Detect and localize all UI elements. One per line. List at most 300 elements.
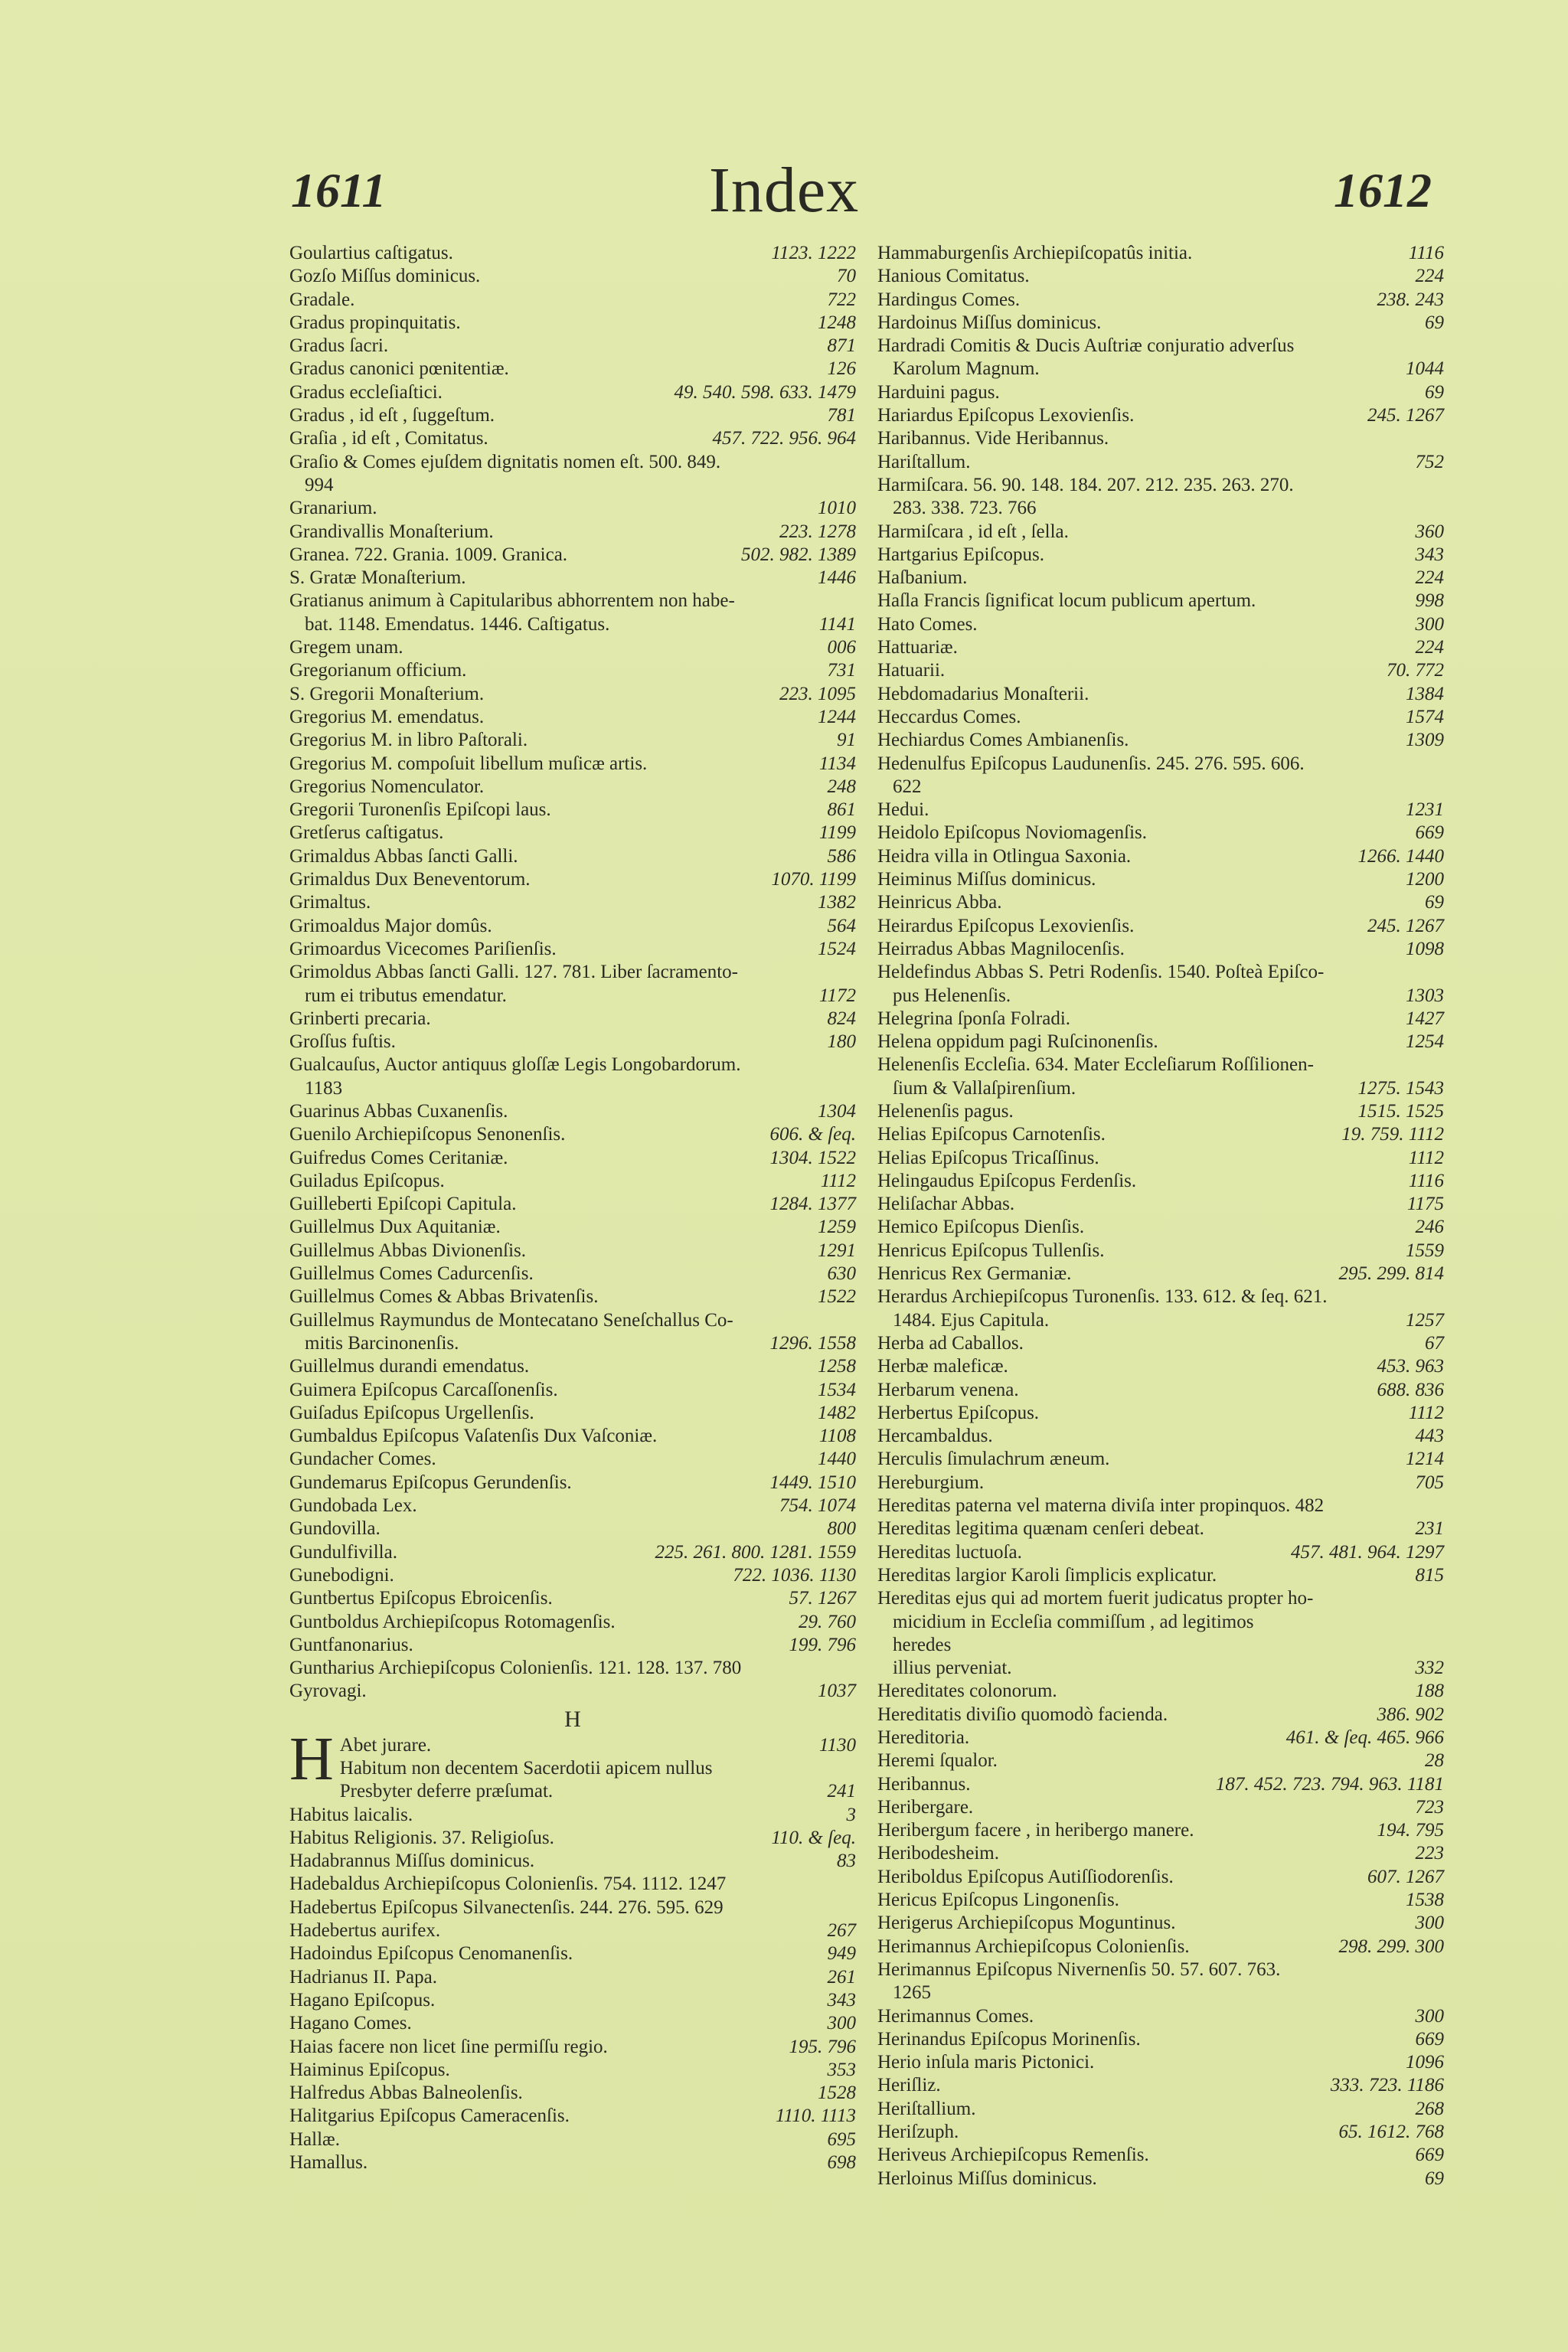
entry-term: Henricus Rex Germaniæ. (877, 1263, 1072, 1285)
entry-page-refs: 69 (1425, 381, 1444, 403)
entry-term: Heirradus Abbas Magnilocenſis. (877, 938, 1125, 959)
entry-page-refs: 1515. 1525 (1357, 1100, 1444, 1122)
entry-page-refs: 606. & ſeq. (769, 1124, 856, 1145)
index-entry (877, 915, 1444, 938)
entry-page-refs: 1309 (1406, 730, 1444, 751)
index-entry (877, 1749, 1444, 1772)
entry-term: Hamallus. (289, 2152, 368, 2174)
index-entry (877, 265, 1444, 288)
entry-page-refs: 006 (827, 637, 856, 658)
index-entry (289, 1587, 856, 1610)
index-entry (289, 404, 856, 427)
entry-page-refs: 386. 902 (1377, 1704, 1444, 1725)
index-entry (289, 427, 856, 450)
index-entry (877, 1541, 1444, 1564)
entry-page-refs: 723 (1415, 1796, 1444, 1818)
entry-page-refs: 69 (1425, 2167, 1444, 2189)
entry-page-refs: 1291 (818, 1240, 856, 1261)
entry-page-refs: 443 (1415, 1426, 1444, 1447)
entry-page-refs: 781 (827, 405, 856, 426)
entry-page-refs: 1096 (1406, 2052, 1444, 2073)
entry-page-refs: 1108 (818, 1426, 856, 1447)
index-entry (877, 1680, 1444, 1703)
entry-page-refs: 187. 452. 723. 794. 963. 1181 (1215, 1773, 1444, 1795)
entry-page-refs: 225. 261. 800. 1281. 1559 (655, 1541, 856, 1563)
entry-page-refs: 502. 982. 1389 (741, 544, 856, 565)
entry-page-refs: 1574 (1406, 706, 1444, 727)
entry-term: Gregorii Turonenſis Epiſcopi laus. (289, 799, 551, 821)
entry-term: Hadabrannus Miſſus dominicus. (289, 1851, 535, 1872)
entry-term: Heribergare. (877, 1796, 974, 1818)
entry-term: Guntharius Archiepiſcopus Colonienſis. 121. 128. 137. 780 (289, 1658, 742, 1679)
index-entry (289, 1054, 856, 1100)
entry-page-refs: 69 (1425, 312, 1444, 333)
index-entry (877, 613, 1444, 636)
index-entry (877, 2074, 1444, 2097)
index-entry (877, 567, 1444, 590)
entry-term: Hercambaldus. (877, 1426, 993, 1447)
entry-term: S. Gregorii Monaſterium. (289, 683, 485, 704)
entry-term: Heriveus Archiepiſcopus Remenſis. (877, 2145, 1149, 2166)
index-entry (877, 1796, 1444, 1819)
entry-page-refs: 353 (827, 2059, 856, 2080)
index-entry (877, 1355, 1444, 1378)
index-entry (877, 381, 1444, 404)
entry-page-refs: 1384 (1406, 683, 1444, 704)
index-entry (289, 312, 856, 335)
entry-term: Granea. 722. Grania. 1009. Granica. (289, 544, 568, 565)
entry-term: Guillelmus durandi emendatus. (289, 1356, 530, 1377)
index-entry (877, 404, 1444, 427)
index-entry (289, 636, 856, 659)
entry-term: Heremi ſqualor. (877, 1750, 998, 1772)
entry-term: Hereditas largior Karoli ſimplicis explicatur. (877, 1564, 1217, 1586)
index-entry (877, 706, 1444, 729)
index-entry (877, 1170, 1444, 1193)
entry-page-refs: 586 (827, 845, 856, 867)
entry-page-refs: 1538 (1406, 1890, 1444, 1911)
index-entry (289, 1309, 856, 1356)
entry-term: Heriſzuph. (877, 2122, 959, 2143)
entry-term: Haiminus Epiſcopus. (289, 2059, 450, 2080)
index-entry (877, 1379, 1444, 1402)
index-entry (877, 1240, 1444, 1263)
entry-term: Hereburgium. (877, 1472, 985, 1493)
index-entry (877, 1517, 1444, 1540)
entry-term: Guillelmus Raymundus de Montecatano Seneſchallus Co- (289, 1309, 733, 1331)
entry-page-refs: 1116 (1408, 1170, 1444, 1191)
index-entry (289, 1355, 856, 1378)
entry-page-refs: 180 (827, 1031, 856, 1053)
index-entry (289, 845, 856, 868)
entry-page-refs: 1259 (818, 1217, 856, 1238)
entry-term: Helenenſis Eccleſia. 634. Mater Eccleſiarum Roſſilionen- (877, 1054, 1314, 1076)
entry-page-refs: 1258 (818, 1356, 856, 1377)
entry-term: Guntbertus Epiſcopus Ebroicenſis. (289, 1588, 553, 1609)
entry-page-refs: 824 (827, 1008, 856, 1029)
entry-page-refs: 457. 481. 964. 1297 (1291, 1541, 1444, 1563)
entry-page-refs: 669 (1415, 2028, 1444, 2050)
entry-term: Gundemarus Epiſcopus Gerundenſis. (289, 1472, 572, 1493)
entry-page-refs: 126 (827, 358, 856, 380)
entry-page-refs: 722. 1036. 1130 (733, 1564, 856, 1586)
index-entry (877, 2028, 1444, 2051)
index-entry (877, 451, 1444, 474)
entry-page-refs: 1522 (818, 1286, 856, 1308)
index-entry (289, 289, 856, 312)
index-entry (877, 2121, 1444, 2144)
entry-page-refs: 1427 (1406, 1008, 1444, 1029)
index-entry (877, 2098, 1444, 2121)
entry-term: Guillelmus Comes & Abbas Brivatenſis. (289, 1286, 599, 1308)
entry-page-refs: 333. 723. 1186 (1330, 2075, 1444, 2096)
entry-page-refs: 695 (827, 2128, 856, 2150)
index-entry (877, 1889, 1444, 1912)
entry-term: Helias Epiſcopus Tricaſſinus. (877, 1147, 1099, 1168)
entry-term: Hardingus Comes. (877, 289, 1021, 310)
entry-term: Henricus Epiſcopus Tullenſis. (877, 1240, 1105, 1261)
entry-page-refs: 1534 (818, 1379, 856, 1400)
index-entry (877, 753, 1444, 799)
entry-page-refs: 1275. 1543 (1357, 1077, 1444, 1099)
index-entry (877, 891, 1444, 914)
index-entry (877, 799, 1444, 822)
entry-page-refs: 268 (1415, 2098, 1444, 2119)
entry-page-refs: 1304 (818, 1100, 856, 1122)
entry-term: Hedenulfus Epiſcopus Laudunenſis. 245. 276. 595. 606. (877, 753, 1305, 774)
index-entry (877, 1031, 1444, 1054)
entry-term: Grimaldus Abbas ſancti Galli. (289, 845, 518, 867)
entry-term: Guenilo Archiepiſcopus Senonenſis. (289, 1124, 566, 1145)
entry-page-refs: 91 (837, 730, 856, 751)
entry-page-refs: 245. 1267 (1367, 405, 1444, 426)
right-index-column (877, 242, 1444, 2190)
index-entry (877, 2167, 1444, 2190)
entry-page-refs: 1010 (818, 498, 856, 519)
index-entry (877, 1494, 1444, 1517)
entry-page-refs: 1200 (1406, 869, 1444, 890)
entry-page-refs: 223. 1278 (779, 521, 856, 542)
index-entry (289, 1541, 856, 1564)
index-entry (877, 1773, 1444, 1796)
entry-page-refs: 1248 (818, 312, 856, 333)
index-entry (877, 335, 1444, 381)
index-entry (289, 1472, 856, 1494)
entry-page-refs: 298. 299. 300 (1338, 1936, 1444, 1957)
entry-term: Guimera Epiſcopus Carcaſſonenſis. (289, 1379, 558, 1400)
entry-term: Heirardus Epiſcopus Lexovienſis. (877, 915, 1135, 936)
entry-continuation: Karolum Magnum. (893, 358, 1040, 380)
entry-page-refs: 70. 772 (1387, 660, 1444, 681)
entry-term: Hallæ. (289, 2128, 340, 2150)
index-entry (289, 1657, 856, 1680)
index-entry (877, 1912, 1444, 1935)
index-entry (289, 2128, 856, 2151)
entry-term: Heidolo Epiſcopus Noviomagenſis. (877, 822, 1148, 844)
entry-page-refs: 300 (1415, 2005, 1444, 2027)
entry-page-refs: 1244 (818, 706, 856, 727)
entry-term: Heriboldus Epiſcopus Autiſſiodorenſis. (877, 1866, 1174, 1887)
index-entry (877, 1819, 1444, 1842)
index-entry (289, 799, 856, 822)
entry-page-refs: 223 (1415, 1843, 1444, 1864)
index-entry (289, 938, 856, 961)
entry-term: Gregorius M. in libro Paſtorali. (289, 730, 528, 751)
entry-term: Hereditas paterna vel materna diviſa inter propinquos. 482 (877, 1495, 1325, 1517)
index-entry (877, 636, 1444, 659)
entry-page-refs: 1524 (818, 938, 856, 959)
entry-page-refs: 224 (1415, 567, 1444, 589)
index-entry (877, 1587, 1444, 1657)
entry-term: Hadrianus II. Papa. (289, 1966, 437, 1988)
entry-term: Heribodesheim. (877, 1843, 999, 1864)
page-title: Index (708, 155, 860, 226)
entry-term: Goulartius caſtigatus. (289, 243, 453, 263)
entry-page-refs: 800 (827, 1518, 856, 1540)
index-entry (289, 822, 856, 844)
entry-continuation: illius perveniat. (893, 1658, 1012, 1679)
index-entry (877, 2051, 1444, 2074)
entry-page-refs: 267 (827, 1920, 856, 1942)
entry-page-refs: 83 (837, 1851, 856, 1872)
entry-term: Hereditoria. (877, 1727, 970, 1748)
index-entry (289, 1850, 856, 1873)
index-entry (877, 1564, 1444, 1587)
entry-term: Herba ad Caballos. (877, 1332, 1024, 1354)
entry-term: Hardradi Comitis & Ducis Auſtriæ conjuratio adverſus (877, 335, 1295, 357)
entry-page-refs: 224 (1415, 266, 1444, 287)
entry-page-refs: 722 (827, 289, 856, 310)
index-entry (289, 753, 856, 776)
index-entry (877, 1193, 1444, 1216)
entry-continuation: 994 (305, 474, 334, 495)
entry-term: Hereditas legitima quænam cenſeri debeat. (877, 1518, 1204, 1540)
entry-page-refs: 300 (1415, 1913, 1444, 1934)
entry-term: Hagano Epiſcopus. (289, 1989, 436, 2011)
entry-term: Grimoaldus Major domûs. (289, 915, 492, 936)
entry-page-refs: 1482 (818, 1402, 856, 1423)
entry-term: Gradus , id eſt , ſuggeſtum. (289, 405, 495, 426)
index-entry (877, 659, 1444, 682)
index-entry (877, 1054, 1444, 1100)
entry-page-refs: 1130 (818, 1734, 856, 1756)
index-entry (289, 1193, 856, 1216)
entry-term: Hariſtallum. (877, 451, 971, 472)
entry-term: Heriſliz. (877, 2075, 941, 2096)
entry-page-refs: 1037 (818, 1681, 856, 1702)
entry-page-refs: 861 (827, 799, 856, 821)
index-entry (289, 1919, 856, 1942)
entry-term: Graſio & Comes ejuſdem dignitatis nomen eſt. 500. 849. (289, 451, 721, 472)
entry-term: Hammaburgenſis Archiepiſcopatûs initia. (877, 243, 1193, 263)
entry-page-refs: 1446 (818, 567, 856, 589)
entry-page-refs: 698 (827, 2152, 856, 2174)
index-entry (877, 845, 1444, 868)
entry-page-refs: 1134 (818, 753, 856, 774)
entry-page-refs: 1528 (818, 2082, 856, 2104)
index-entry (877, 1448, 1444, 1471)
entry-term: Granarium. (289, 498, 377, 519)
index-entry (289, 1425, 856, 1448)
index-entry (289, 2012, 856, 2035)
entry-term: Groſſus fuſtis. (289, 1031, 396, 1053)
entry-term: Herbarum venena. (877, 1379, 1019, 1400)
entry-page-refs: 453. 963 (1377, 1356, 1444, 1377)
entry-term: Hardoinus Miſſus dominicus. (877, 312, 1102, 333)
entry-term: Herimannus Epiſcopus Nivernenſis 50. 57. 607. 763. (877, 1958, 1281, 1980)
entry-page-refs: 457. 722. 956. 964 (712, 428, 856, 449)
entry-term: Helias Epiſcopus Carnotenſis. (877, 1124, 1106, 1145)
entry-page-refs: 461. & ſeq. 465. 966 (1285, 1727, 1444, 1748)
entry-page-refs: 1123. 1222 (771, 243, 856, 263)
index-entry (877, 2144, 1444, 2167)
entry-page-refs: 998 (1415, 590, 1444, 612)
index-entry (289, 1989, 856, 2012)
entry-page-refs: 67 (1425, 1332, 1444, 1354)
entry-page-refs: 246 (1415, 1217, 1444, 1238)
index-entry (877, 2005, 1444, 2028)
entry-term: Gyrovagi. (289, 1681, 367, 1702)
entry-term: Gratianus animum à Capitularibus abhorrentem non habe- (289, 590, 735, 612)
entry-term: Harduini pagus. (877, 381, 1000, 403)
entry-page-refs: 1112 (1408, 1402, 1444, 1423)
index-entry (289, 265, 856, 288)
entry-page-refs: 1172 (818, 985, 856, 1006)
entry-page-refs: 1254 (1406, 1031, 1444, 1053)
entry-term: Haribannus. Vide Heribannus. (877, 428, 1109, 449)
entry-term: Heribannus. (877, 1773, 971, 1795)
entry-page-refs: 110. & ſeq. (771, 1827, 856, 1848)
entry-page-refs: 69 (1425, 892, 1444, 913)
index-entry (877, 521, 1444, 544)
index-entry (289, 1170, 856, 1193)
index-entry (877, 312, 1444, 335)
entry-page-refs: 300 (827, 2013, 856, 2034)
index-entry (289, 1564, 856, 1587)
entry-page-refs: 223. 1095 (779, 683, 856, 704)
entry-page-refs: 1116 (1408, 243, 1444, 263)
entry-term: Grinberti precaria. (289, 1008, 431, 1029)
entry-term: Guillelmus Abbas Divionenſis. (289, 1240, 527, 1261)
entry-page-refs: 1110. 1113 (775, 2105, 856, 2127)
entry-term: Guiladus Epiſcopus. (289, 1170, 445, 1191)
entry-page-refs: 1382 (818, 892, 856, 913)
entry-page-refs: 731 (827, 660, 856, 681)
entry-term: Guilleberti Epiſcopi Capitula. (289, 1194, 517, 1215)
entry-term: Helingaudus Epiſcopus Ferdenſis. (877, 1170, 1137, 1191)
entry-page-refs: 752 (1415, 451, 1444, 472)
index-entry (877, 1936, 1444, 1958)
entry-term: Hadebertus Epiſcopus Silvanectenſis. 244. 276. 595. 629 (289, 1896, 724, 1918)
entry-page-refs: 630 (827, 1263, 856, 1285)
entry-page-refs: 1112 (820, 1170, 856, 1191)
entry-term: Gundacher Comes. (289, 1449, 436, 1470)
entry-page-refs: 295. 299. 814 (1338, 1263, 1444, 1285)
index-entry (289, 590, 856, 636)
entry-term: Herloinus Miſſus dominicus. (877, 2167, 1097, 2189)
entry-term: Graſia , id eſt , Comitatus. (289, 428, 488, 449)
entry-term: Gregorius M. compoſuit libellum muſicæ artis. (289, 753, 648, 774)
entry-term: Guillelmus Dux Aquitaniæ. (289, 1217, 501, 1238)
entry-term: Gradus propinquitatis. (289, 312, 461, 333)
entry-page-refs: 199. 796 (789, 1634, 856, 1655)
entry-term: Gundovilla. (289, 1518, 381, 1540)
index-entry (289, 544, 856, 567)
entry-term: Hericus Epiſcopus Lingonenſis. (877, 1890, 1119, 1911)
index-entry (877, 868, 1444, 891)
entry-continuation: 1484. Ejus Capitula. (893, 1309, 1050, 1331)
entry-term: Hadebertus aurifex. (289, 1920, 441, 1942)
entry-page-refs: 607. 1267 (1367, 1866, 1444, 1887)
entry-term: Hato Comes. (877, 613, 978, 635)
entry-term: Hariardus Epiſcopus Lexovienſis. (877, 405, 1135, 426)
index-entry (289, 1008, 856, 1031)
entry-term: Hanious Comitatus. (877, 266, 1030, 287)
entry-term: Herimannus Comes. (877, 2005, 1034, 2027)
entry-continuation: rum ei tributus emendatur. (305, 985, 507, 1006)
index-entry (289, 915, 856, 938)
left-index-column (289, 242, 856, 2174)
entry-page-refs: 1257 (1406, 1309, 1444, 1331)
index-entry (877, 1704, 1444, 1726)
entry-term: Grimoldus Abbas ſancti Galli. 127. 781. Liber ſacramento- (289, 962, 738, 983)
entry-page-refs: 1231 (1406, 799, 1444, 821)
index-entry (877, 961, 1444, 1008)
index-entry (877, 1726, 1444, 1749)
index-entry (289, 1285, 856, 1308)
entry-term: Hemico Epiſcopus Dienſis. (877, 1217, 1085, 1238)
index-entry (877, 474, 1444, 521)
entry-term: S. Gratæ Monaſterium. (289, 567, 466, 589)
entry-page-refs: 705 (1415, 1472, 1444, 1493)
index-entry (289, 358, 856, 381)
entry-term: Gundobada Lex. (289, 1495, 417, 1517)
entry-page-refs: 224 (1415, 637, 1444, 658)
index-entry (289, 2082, 856, 2105)
entry-continuation: bat. 1148. Emendatus. 1446. Caſtigatus. (305, 613, 610, 635)
entry-term: Harmiſcara , id eſt , ſella. (877, 521, 1069, 542)
index-entry (877, 242, 1444, 265)
entry-term: Hartgarius Epiſcopus. (877, 544, 1045, 565)
index-entry (289, 242, 856, 265)
entry-term: Harmiſcara. 56. 90. 148. 184. 207. 212. 235. 263. 270. (877, 474, 1294, 495)
entry-page-refs: 248 (827, 776, 856, 797)
entry-page-refs: 1175 (1406, 1194, 1444, 1215)
entry-term: Heldefindus Abbas S. Petri Rodenſis. 1540. Poſteà Epiſco- (877, 962, 1325, 983)
index-entry (289, 567, 856, 590)
entry-term: Hadebaldus Archiepiſcopus Colonienſis. 754. 1112. 1247 (289, 1873, 727, 1895)
entry-term: Gradus ſacri. (289, 335, 389, 357)
entry-term: Guillelmus Comes Cadurcenſis. (289, 1263, 534, 1285)
entry-term: Hadoindus Epiſcopus Cenomanenſis. (289, 1943, 573, 1965)
entry-term: Hereditas luctuoſa. (877, 1541, 1022, 1563)
entry-page-refs: 65. 1612. 768 (1338, 2122, 1444, 2143)
entry-term: Grimoardus Vicecomes Pariſienſis. (289, 938, 557, 959)
entry-term: Helegrina ſponſa Folradi. (877, 1008, 1071, 1029)
entry-term: Hedui. (877, 799, 929, 821)
entry-term: Halfredus Abbas Balneolenſis. (289, 2082, 523, 2104)
entry-page-refs: 238. 243 (1377, 289, 1444, 310)
entry-page-refs: 332 (1415, 1658, 1444, 1679)
entry-page-refs: 1141 (818, 613, 856, 635)
entry-page-refs: 57. 1267 (789, 1588, 856, 1609)
index-entry (877, 427, 1444, 450)
entry-term: Guifredus Comes Ceritaniæ. (289, 1147, 508, 1168)
index-entry (877, 1958, 1444, 2005)
entry-page-refs: 231 (1415, 1518, 1444, 1540)
index-entry (289, 1873, 856, 1896)
index-entry (289, 497, 856, 520)
